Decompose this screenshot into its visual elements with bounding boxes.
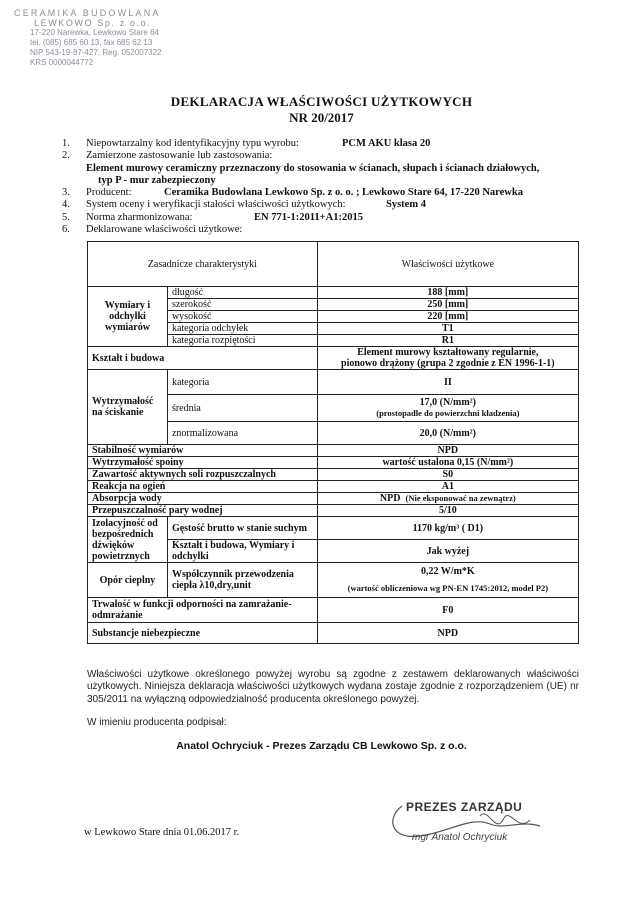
list-item	[62, 187, 602, 199]
table-header: Zasadnicze charakterystyki	[88, 242, 318, 287]
item-value: PCM AKU klasa 20	[342, 138, 431, 149]
table-header: Właściwości użytkowe	[317, 242, 578, 287]
row-value: 220 [mm]	[317, 311, 578, 323]
list-item	[62, 138, 602, 150]
value-line: 0,22 W/m*K	[420, 566, 475, 577]
stamp-name: mgr Anatol Ochryciuk	[412, 832, 508, 843]
table-row	[88, 623, 579, 644]
row-value	[317, 563, 578, 598]
table-row	[88, 493, 579, 505]
row-sublabel: szerokość	[167, 299, 317, 311]
item-number: 5.	[62, 211, 70, 223]
row-sublabel: wysokość	[167, 311, 317, 323]
row-value	[317, 347, 578, 370]
value-line: NPD	[379, 493, 401, 504]
row-value: R1	[317, 335, 578, 347]
row-label: Wymiary i odchyłki wymiarów	[88, 287, 168, 347]
row-sublabel: Gęstość brutto w stanie suchym	[167, 517, 317, 540]
list-item	[62, 212, 602, 224]
place-date: w Lewkowo Stare dnia 01.06.2017 r.	[84, 827, 240, 838]
row-sublabel: kategoria rozpiętości	[167, 335, 317, 347]
value-note: (wartość obliczeniowa wg PN-EN 1745:2012, model P2)	[347, 583, 549, 593]
row-value: T1	[317, 323, 578, 335]
row-sublabel: znormalizowana	[167, 422, 317, 445]
company-stamp	[14, 8, 179, 68]
item-value: System 4	[386, 199, 426, 211]
table-row	[88, 347, 579, 370]
row-sublabel: kategoria odchyłek	[167, 323, 317, 335]
item-label: Norma zharmonizowana:	[86, 211, 193, 223]
row-sublabel: kategoria	[167, 370, 317, 395]
row-sublabel: Współczynnik przewodzenia ciepła λ10,dry,unit	[167, 563, 317, 598]
table-row	[88, 598, 579, 623]
list-item	[62, 199, 602, 211]
signer-name: Anatol Ochryciuk - Prezes Zarządu CB Lewkowo Sp. z o.o.	[176, 740, 467, 752]
table-row	[88, 505, 579, 517]
row-label: Wytrzymałość spoiny	[88, 457, 318, 469]
table-row	[88, 469, 579, 481]
row-label: Zawartość aktywnych soli rozpuszczalnych	[88, 469, 318, 481]
table-row	[88, 370, 579, 395]
row-value: Jak wyżej	[317, 540, 578, 563]
row-value: II	[317, 370, 578, 395]
value-note: (prostopadle do powierzchni kładzenia)	[376, 408, 520, 418]
row-sublabel: Kształt i budowa, Wymiary i odchyłki	[167, 540, 317, 563]
value-note: (Nie eksponować na zewnątrz)	[405, 493, 516, 503]
item-number: 4.	[62, 199, 70, 211]
document-title: DEKLARACJA WŁAŚCIWOŚCI UŻYTKOWYCH	[170, 94, 473, 109]
row-value: A1	[317, 481, 578, 493]
row-sublabel: średnia	[167, 395, 317, 422]
stamp-line: NIP 543-19-87-427, Reg. 052007322	[30, 48, 162, 57]
table-row	[88, 563, 579, 598]
table-row	[88, 457, 579, 469]
table-row	[88, 287, 579, 299]
row-label: Przepuszczalność pary wodnej	[88, 505, 318, 517]
item-value: typ P - mur zabezpieczony	[98, 174, 216, 186]
row-value: wartość ustalona 0,15 (N/mm²)	[317, 457, 578, 469]
row-sublabel: długość	[167, 287, 317, 299]
row-label: Reakcja na ogień	[88, 481, 318, 493]
item-value: EN 771-1:2011+A1:2015	[254, 211, 363, 223]
table-row	[88, 445, 579, 457]
stamp-line: 17-220 Narewka, Lewkowo Stare 64	[30, 28, 159, 37]
row-value	[317, 395, 578, 422]
stamp-line: tel. (085) 685 60 13, fax 685 62 13	[30, 38, 153, 47]
declaration-items	[62, 138, 602, 236]
stamp-line: KRS 0000044772	[30, 58, 94, 67]
conformity-statement: Właściwości użytkowe określonego powyżej wyrobu są zgodne z zestawem deklarowanych właściwości użytkowych. Niniejsza deklaracja właściwości użytkowych wydana zostaje zgodnie z rozporządzeniem (UE) nr 305/2011 na wyłączną odpowiedzialność producenta określonego powyżej.	[87, 669, 579, 705]
document-number: NR 20/2017	[289, 110, 354, 125]
value-line: pionowo drążony (grupa 2 zgodnie z EN 1996-1-1)	[341, 358, 555, 369]
row-value: S0	[317, 469, 578, 481]
row-value: 188 [mm]	[317, 287, 578, 299]
stamp-line: CERAMIKA BUDOWLANA	[14, 8, 161, 18]
row-value: 250 [mm]	[317, 299, 578, 311]
list-item	[62, 150, 602, 162]
item-label: System oceny i weryfikacji stałości właściwości użytkowych:	[86, 199, 346, 211]
table-row	[88, 517, 579, 540]
row-value: NPD	[317, 445, 578, 457]
item-label: Producent:	[86, 187, 132, 199]
item-value: Ceramika Budowlana Lewkowo Sp. z o. o. ; Lewkowo Stare 64, 17-220 Narewka	[164, 187, 523, 199]
row-label: Kształt i budowa	[88, 347, 318, 370]
table-row	[88, 242, 579, 287]
value-line: Element murowy kształtowany regularnie,	[357, 347, 539, 358]
item-label: Niepowtarzalny kod identyfikacyjny typu wyrobu:	[86, 138, 299, 149]
row-label: Wytrzymałość na ściskanie	[88, 370, 168, 445]
value-line: 17,0 (N/mm²)	[419, 397, 476, 408]
row-value: 1170 kg/m³ ( D1)	[317, 517, 578, 540]
stamp-title: PREZES ZARZĄDU	[406, 800, 523, 814]
row-value: F0	[317, 598, 578, 623]
list-item	[62, 224, 602, 236]
item-number: 2.	[62, 150, 70, 162]
president-stamp	[380, 796, 560, 856]
row-label: Stabilność wymiarów	[88, 445, 318, 457]
row-value: 5/10	[317, 505, 578, 517]
row-label: Absorpcja wody	[88, 493, 318, 505]
properties-table	[87, 241, 579, 644]
row-label: Trwałość w funkcji odporności na zamrażanie-odmrażanie	[88, 598, 318, 623]
row-value: NPD	[317, 623, 578, 644]
item-label: Deklarowane właściwości użytkowe:	[86, 224, 243, 236]
row-label: Substancje niebezpieczne	[88, 623, 318, 644]
row-label: Izolacyjność od bezpośrednich dźwięków powietrznych	[88, 517, 168, 563]
row-label: Opór cieplny	[88, 563, 168, 598]
row-value: 20,0 (N/mm²)	[317, 422, 578, 445]
item-label: Zamierzone zastosowanie lub zastosowania:	[86, 150, 273, 162]
stamp-line: LEWKOWO Sp. z o.o.	[34, 18, 152, 28]
row-value	[317, 493, 578, 505]
signature-intro: W imieniu producenta podpisał:	[87, 717, 227, 728]
item-value: Element murowy ceramiczny przeznaczony do stosowania w ścianach, słupach i ścianach działowych,	[86, 162, 540, 174]
table-row	[88, 481, 579, 493]
item-number: 6.	[62, 224, 70, 236]
item-number: 1.	[62, 138, 70, 149]
item-number: 3.	[62, 187, 70, 199]
